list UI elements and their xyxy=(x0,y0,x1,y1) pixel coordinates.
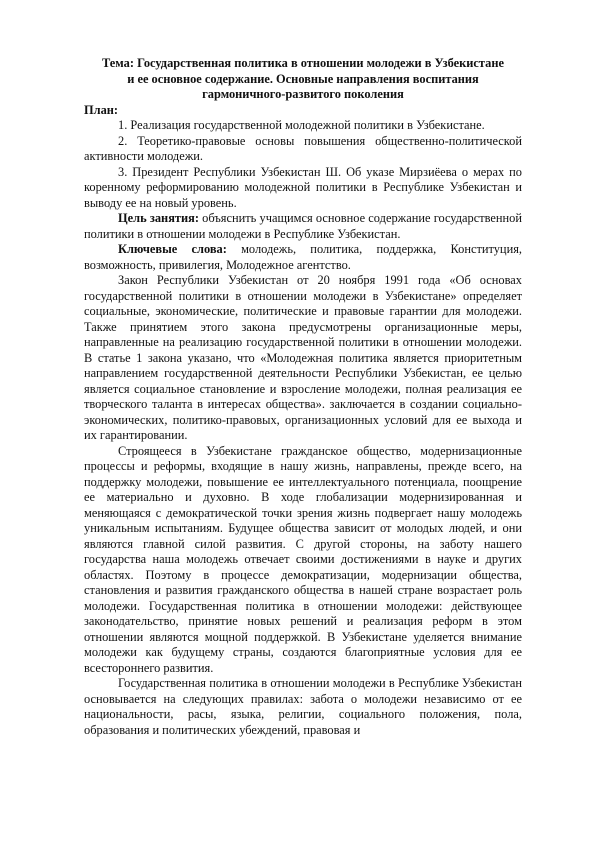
document-page xyxy=(84,56,522,738)
plan-item-2: 2. Теоретико-правовые основы повышения общественно-политической активности молодежи. xyxy=(84,133,522,163)
goal-paragraph xyxy=(84,211,522,242)
body-paragraph-2: Строящееся в Узбекистане гражданское общество, модернизационные процессы и реформы, входящие в нашу жизнь, направлены, прежде всего, на поддержку молодежи, повышение ее интеллектуального потенциала, поощрение ее материально и духовно. В ходе глобализации модернизированная и меняющаяся с демократической точки зрения жизнь подвергает нашу молодежь уникальным испытаниям. Будущее общества зависит от молодых людей, и они являются главной силой развития. С другой стороны, на заботу нашего государства наша молодежь отвечает своими достижениями в науке и других областях. Поэтому в процессе демократизации, модернизации общества, становления и развития гражданского общества в нашей стране возрастает роль молодежи. Государственная политика в отношении молодежи: действующее законодательство, принятие новых решений и реализация реформ в этом отношении являются мощной поддержкой. В Узбекистане уделяется внимание молодежи как будущему страны, создаются благоприятные условия для ее всестороннего развития. xyxy=(84,443,522,675)
title-line-1: Тема: Государственная политика в отношении молодежи в Узбекистане xyxy=(102,56,504,70)
title-line-2: и ее основное содержание. Основные направления воспитания xyxy=(127,71,479,86)
body-paragraph-3: Государственная политика в отношении молодежи в Республике Узбекистан основывается на следующих правилах: забота о молодежи независимо от ее национальности, расы, языка, религии, социального положения, пола, образования и политических убеждений, правовая и xyxy=(84,676,522,737)
body-paragraph-1: Закон Республики Узбекистан от 20 ноября 1991 года «Об основах государственной политики в отношении молодежи в Узбекистане» определяет социальные, экономические, политические и правовые гарантии для молодежи. Также принятием этого закона предусмотрены организационные меры, направленные на реализацию государственной политики в отношении молодежи. В статье 1 закона указано, что «Молодежная политика является приоритетным направлением государственной деятельности Республики Узбекистан, ее целью является социальное становление и взросление молодежи, полная реализация ее творческого таланта в интересах общества». заключается в создании социально-экономических, политико-правовых, организационных условий для ее выхода и их гарантировании. xyxy=(84,273,522,442)
keywords-paragraph xyxy=(84,242,522,273)
keywords-text: молодежь, политика, поддержка, Конституция, возможность, привилегия, Молодежное агентство. xyxy=(84,242,522,272)
title-line-3: гармоничного-развитого поколения xyxy=(202,87,404,101)
document-title xyxy=(84,56,522,103)
plan-label: План: xyxy=(84,102,119,117)
goal-text: объяснить учащимся основное содержание государственной политики в отношении молодежи в Республике Узбекистан. xyxy=(84,211,523,241)
plan-item-3: 3. Президент Республики Узбекистан Ш. Об указе Мирзиёева о мерах по коренному реформированию молодежной политики в Республике Узбекистан и выводу ее на новый уровень. xyxy=(84,164,522,210)
plan-item-1: 1. Реализация государственной молодежной политики в Узбекистане. xyxy=(118,118,485,132)
goal-label: Цель занятия: xyxy=(118,211,199,225)
keywords-label: Ключевые слова: xyxy=(118,242,227,256)
